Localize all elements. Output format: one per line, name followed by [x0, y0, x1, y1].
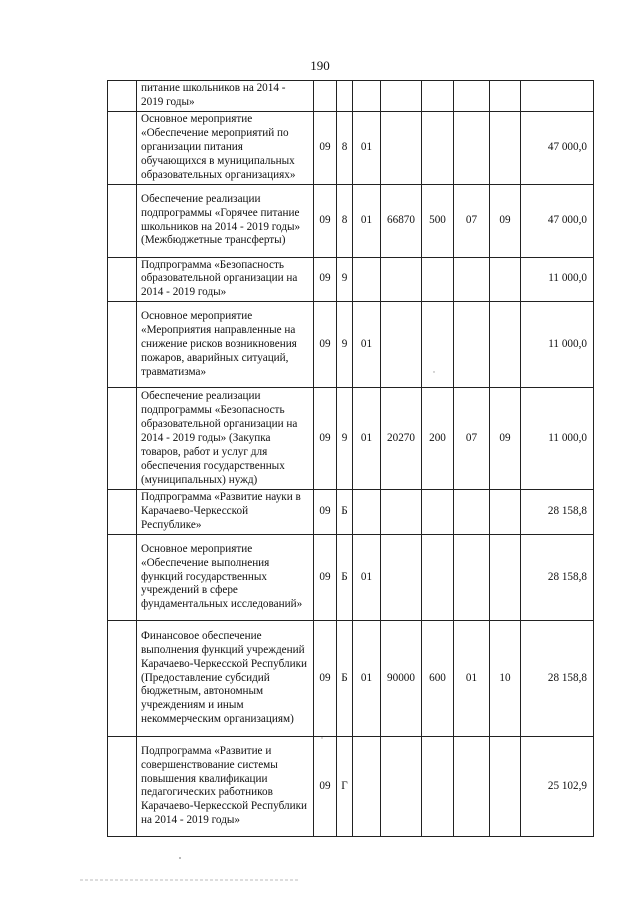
code-cell: 8 [337, 112, 353, 185]
table-row [108, 736, 594, 836]
code-cell [422, 302, 454, 388]
row-name: Обеспечение реализации подпрограммы «Безопасность образовательной организации на 2014 - 2019 годы» (Закупка товаров, работ и услуг для обеспечения государственных (муниципальных) нужд) [137, 388, 314, 490]
sum-cell: 47 000,0 [521, 112, 594, 185]
code-cell [490, 257, 521, 302]
table-row [108, 81, 594, 112]
code-cell: 8 [337, 184, 353, 257]
page-number: 190 [310, 58, 330, 73]
code-cell: 09 [314, 620, 337, 736]
code-cell [422, 257, 454, 302]
code-cell [381, 534, 422, 620]
code-cell [490, 302, 521, 388]
code-cell: Б [337, 534, 353, 620]
code-cell: 09 [314, 302, 337, 388]
code-cell [314, 81, 337, 112]
code-cell: 200 [422, 388, 454, 490]
blank-cell [108, 620, 137, 736]
code-cell: 90000 [381, 620, 422, 736]
code-cell: Б [337, 620, 353, 736]
table-row [108, 112, 594, 185]
sum-cell: 28 158,8 [521, 620, 594, 736]
code-cell [381, 112, 422, 185]
code-cell: 09 [490, 184, 521, 257]
scan-speck [179, 857, 181, 859]
blank-cell [108, 736, 137, 836]
blank-cell [108, 534, 137, 620]
code-cell [381, 302, 422, 388]
table-row [108, 257, 594, 302]
row-name: питание школьников на 2014 - 2019 годы» [137, 81, 314, 112]
code-cell: 09 [314, 490, 337, 535]
table-row [108, 388, 594, 490]
table-row [108, 184, 594, 257]
code-cell [454, 736, 490, 836]
blank-cell [108, 490, 137, 535]
code-cell [353, 257, 381, 302]
code-cell: 66870 [381, 184, 422, 257]
code-cell [353, 490, 381, 535]
code-cell [422, 736, 454, 836]
code-cell [490, 534, 521, 620]
code-cell [454, 302, 490, 388]
table-row [108, 302, 594, 388]
code-cell [454, 112, 490, 185]
sum-cell: 28 158,8 [521, 534, 594, 620]
code-cell [353, 736, 381, 836]
row-name: Подпрограмма «Развитие и совершенствование системы повышения квалификации педагогических работников Карачаево-Черкесской Республики на 2014 - 2019 годы» [137, 736, 314, 836]
code-cell [454, 81, 490, 112]
table-body [108, 81, 594, 837]
code-cell: 09 [314, 388, 337, 490]
code-cell [337, 81, 353, 112]
code-cell: Б [337, 490, 353, 535]
code-cell: 01 [454, 620, 490, 736]
blank-cell [108, 388, 137, 490]
code-cell: 09 [314, 184, 337, 257]
code-cell: 09 [314, 534, 337, 620]
sum-cell: 11 000,0 [521, 257, 594, 302]
code-cell [454, 534, 490, 620]
code-cell: 09 [314, 736, 337, 836]
budget-table [107, 80, 594, 837]
blank-cell [108, 81, 137, 112]
blank-cell [108, 184, 137, 257]
blank-cell [108, 302, 137, 388]
row-name: Подпрограмма «Развитие науки в Карачаево-Черкесской Республике» [137, 490, 314, 535]
sum-cell: 11 000,0 [521, 302, 594, 388]
row-name: Основное мероприятие «Обеспечение выполнения функций государственных учреждений в сфере фундаментальных исследований» [137, 534, 314, 620]
code-cell [490, 81, 521, 112]
sum-cell [521, 81, 594, 112]
code-cell [422, 81, 454, 112]
table-row [108, 490, 594, 535]
code-cell: 09 [314, 112, 337, 185]
code-cell [454, 490, 490, 535]
code-cell [490, 736, 521, 836]
code-cell: 9 [337, 257, 353, 302]
sum-cell: 28 158,8 [521, 490, 594, 535]
code-cell [381, 257, 422, 302]
code-cell [490, 490, 521, 535]
code-cell: 09 [314, 257, 337, 302]
code-cell: 500 [422, 184, 454, 257]
row-name: Основное мероприятие «Мероприятия направленные на снижение рисков возникновения пожаров, аварийных ситуаций, травматизма» [137, 302, 314, 388]
blank-cell [108, 112, 137, 185]
code-cell [353, 81, 381, 112]
code-cell [422, 534, 454, 620]
code-cell: 01 [353, 534, 381, 620]
code-cell: 10 [490, 620, 521, 736]
code-cell: 01 [353, 302, 381, 388]
row-name: Финансовое обеспечение выполнения функций учреждений Карачаево-Черкесской Республики (Предоставление субсидий бюджетным, автономным учреждениям и иным некоммерческим организациям) [137, 620, 314, 736]
code-cell: 9 [337, 388, 353, 490]
code-cell [422, 112, 454, 185]
code-cell [381, 81, 422, 112]
code-cell: 600 [422, 620, 454, 736]
code-cell [381, 736, 422, 836]
table-row [108, 620, 594, 736]
row-name: Обеспечение реализации подпрограммы «Горячее питание школьников на 2014 - 2019 годы» (Межбюджетные трансферты) [137, 184, 314, 257]
code-cell [454, 257, 490, 302]
code-cell [490, 112, 521, 185]
code-cell: 07 [454, 184, 490, 257]
blank-cell [108, 257, 137, 302]
sum-cell: 47 000,0 [521, 184, 594, 257]
code-cell: 9 [337, 302, 353, 388]
sum-cell: 25 102,9 [521, 736, 594, 836]
sum-cell: 11 000,0 [521, 388, 594, 490]
code-cell: 01 [353, 388, 381, 490]
row-name: Основное мероприятие «Обеспечение мероприятий по организации питания обучающихся в муниципальных образовательных организациях» [137, 112, 314, 185]
table-row [108, 534, 594, 620]
code-cell [381, 490, 422, 535]
code-cell: 09 [490, 388, 521, 490]
code-cell: 07 [454, 388, 490, 490]
code-cell [422, 490, 454, 535]
code-cell: 01 [353, 184, 381, 257]
code-cell: 01 [353, 620, 381, 736]
code-cell: Г [337, 736, 353, 836]
row-name: Подпрограмма «Безопасность образовательной организации на 2014 - 2019 годы» [137, 257, 314, 302]
code-cell: 01 [353, 112, 381, 185]
code-cell: 20270 [381, 388, 422, 490]
